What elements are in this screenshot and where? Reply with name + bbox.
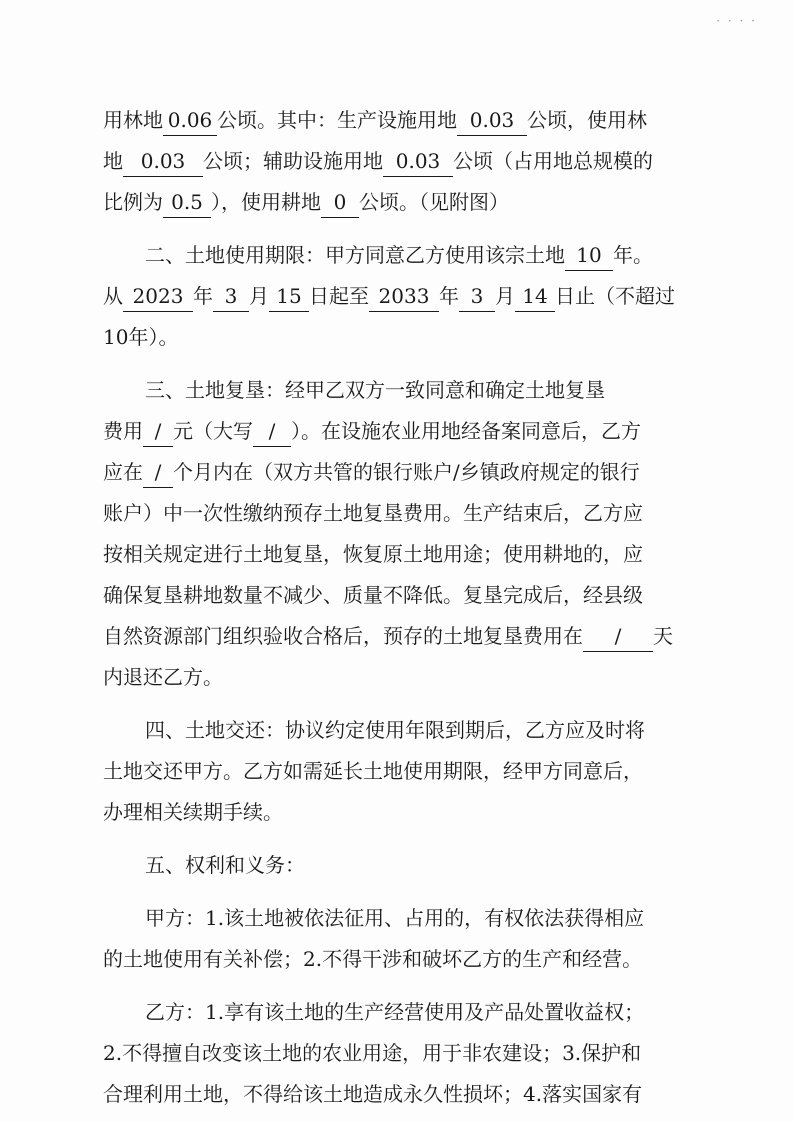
text-line: [103, 100, 683, 141]
text: 月: [249, 284, 269, 308]
text-line: [103, 235, 683, 276]
text: 月: [495, 284, 515, 308]
text: 日起至: [309, 284, 369, 308]
paragraph-land-reclamation: [103, 370, 683, 698]
end-day-value: 14: [515, 281, 555, 312]
text-line: [103, 411, 683, 452]
text-line: 合理利用土地，不得给该土地造成永久性损坏；4.落实国家有: [103, 1082, 643, 1106]
end-month-value: 3: [459, 281, 495, 312]
section-heading: 二、土地使用期限：甲方同意乙方使用该宗土地: [145, 243, 565, 267]
production-facility-area-value: 0.03: [457, 105, 527, 136]
text: 公顷。（见附图）: [359, 190, 509, 214]
text-line: 按相关规定进行土地复垦，恢复原土地用途；使用耕地的，应: [103, 542, 643, 566]
text-line: 乙方：1.享有该土地的生产经营使用及产品处置收益权；: [145, 1000, 645, 1024]
section-heading: 五、权利和义务：: [145, 853, 305, 877]
text: 从: [103, 284, 123, 308]
text: 元（大写: [173, 419, 253, 443]
text: 年: [439, 284, 459, 308]
text-line: 账户）中一次性缴纳预存土地复垦费用。生产结束后，乙方应: [103, 501, 643, 525]
start-day-value: 15: [269, 281, 309, 312]
agreement-text: [103, 100, 683, 1115]
start-year-value: 2023: [123, 281, 193, 312]
text-line: 三、土地复垦：经甲乙双方一致同意和确定土地复垦: [145, 378, 605, 402]
forest-use-area-value: 0.03: [123, 146, 203, 177]
text: 年: [193, 284, 213, 308]
text-line: 2.不得擅自改变该土地的农业用途，用于非农建设；3.保护和: [103, 1041, 642, 1065]
text: ）。在设施农业用地经备案同意后，乙方: [291, 419, 641, 443]
text: 日止（不超过: [555, 284, 675, 308]
ratio-value: 0.5: [163, 187, 211, 218]
text: 公顷。其中：生产设施用地: [217, 108, 457, 132]
text: 公顷；辅助设施用地: [203, 149, 383, 173]
term-years-value: 10: [565, 240, 613, 271]
farmland-area-value: 0: [321, 187, 359, 218]
paragraph-party-a: [103, 898, 683, 980]
text: 费用: [103, 419, 143, 443]
text-line: 确保复垦耕地数量不减少、质量不降低。复垦完成后，经县级: [103, 583, 643, 607]
text-line: [103, 616, 683, 657]
reclamation-fee-value: /: [143, 416, 173, 447]
text-line: [103, 276, 683, 317]
text: 公顷，使用林: [527, 108, 647, 132]
paragraph-rights-heading: [103, 845, 683, 886]
paragraph-land-area: [103, 100, 683, 223]
text: ），使用耕地: [211, 190, 321, 214]
text-line: [103, 141, 683, 182]
text-line: 的土地使用有关补偿；2.不得干涉和破坏乙方的生产和经营。: [103, 947, 643, 971]
text-line: [103, 452, 683, 493]
paragraph-land-term: [103, 235, 683, 358]
corner-mark: · · · ·: [716, 14, 757, 28]
text-line: 土地交还甲方。乙方如需延长土地使用期限，经甲方同意后，: [103, 759, 643, 783]
text-line: 办理相关续期手续。: [103, 800, 283, 824]
text: 比例为: [103, 190, 163, 214]
text: 自然资源部门组织验收合格后，预存的土地复垦费用在: [103, 624, 583, 648]
text-line: 内退还乙方。: [103, 665, 223, 689]
text-line: 四、土地交还：协议约定使用年限到期后，乙方应及时将: [145, 718, 645, 742]
text-line: [103, 182, 683, 223]
paragraph-land-return: [103, 710, 683, 833]
paragraph-party-b: [103, 992, 683, 1115]
text: 个月内在（双方共管的银行账户/乡镇政府规定的银行: [173, 460, 640, 484]
text-line: 10年）。: [103, 325, 179, 349]
auxiliary-facility-area-value: 0.03: [383, 146, 453, 177]
start-month-value: 3: [213, 281, 249, 312]
text: 公顷（占用地总规模的: [453, 149, 653, 173]
text: 年。: [613, 243, 653, 267]
payment-months-value: /: [143, 457, 173, 488]
reclamation-fee-uppercase-value: /: [253, 416, 291, 447]
text: 地: [103, 149, 123, 173]
text-line: 甲方：1.该土地被依法征用、占用的，有权依法获得相应: [145, 906, 645, 930]
text: 用林地: [103, 108, 163, 132]
refund-days-value: /: [583, 621, 653, 652]
end-year-value: 2033: [369, 281, 439, 312]
forest-land-area-value: 0.06: [163, 105, 217, 136]
text: 天: [653, 624, 673, 648]
text: 应在: [103, 460, 143, 484]
